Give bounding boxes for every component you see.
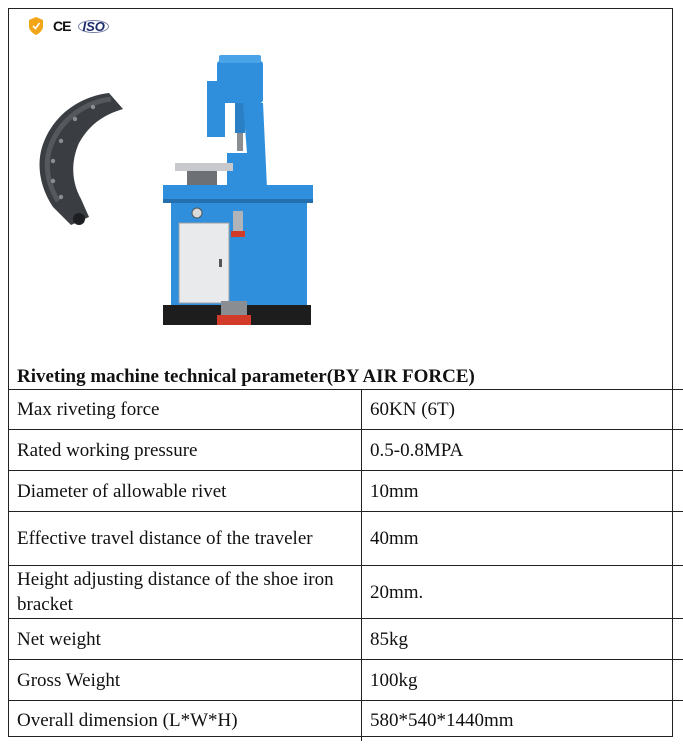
table-heading: Riveting machine technical parameter(BY AIR FORCE) — [17, 366, 475, 387]
param-label: Max riveting force — [9, 390, 362, 430]
parameter-table — [9, 389, 683, 741]
product-sheet — [8, 8, 673, 737]
ce-mark-logo: CE — [53, 18, 71, 34]
param-value: 580*540*1440mm — [362, 701, 683, 741]
param-label: Rated working pressure — [9, 430, 362, 471]
param-value: 20mm. — [362, 566, 683, 619]
param-value: 100kg — [362, 660, 683, 701]
param-value: 0.5-0.8MPA — [362, 430, 683, 471]
param-label: Net weight — [9, 619, 362, 660]
param-label: Height adjusting distance of the shoe iron bracket — [9, 566, 362, 619]
table-row — [9, 619, 683, 660]
param-value: 40mm — [362, 512, 683, 566]
table-row — [9, 471, 683, 512]
table-row — [9, 566, 683, 619]
param-value: 60KN (6T) — [362, 390, 683, 430]
param-label: Effective travel distance of the traveler — [9, 512, 362, 566]
param-value: 85kg — [362, 619, 683, 660]
param-label: Gross Weight — [9, 660, 362, 701]
table-row — [9, 430, 683, 471]
brake-shoe-image — [31, 89, 131, 229]
table-row — [9, 512, 683, 566]
param-value: 10mm — [362, 471, 683, 512]
quality-shield-icon — [29, 17, 43, 35]
param-label: Diameter of allowable rivet — [9, 471, 362, 512]
riveting-machine-image — [157, 53, 317, 338]
certification-badges — [29, 15, 107, 37]
iso-mark-logo: ISO — [82, 18, 105, 34]
table-row — [9, 660, 683, 701]
table-row — [9, 701, 683, 741]
table-row — [9, 390, 683, 430]
param-label: Overall dimension (L*W*H) — [9, 701, 362, 741]
